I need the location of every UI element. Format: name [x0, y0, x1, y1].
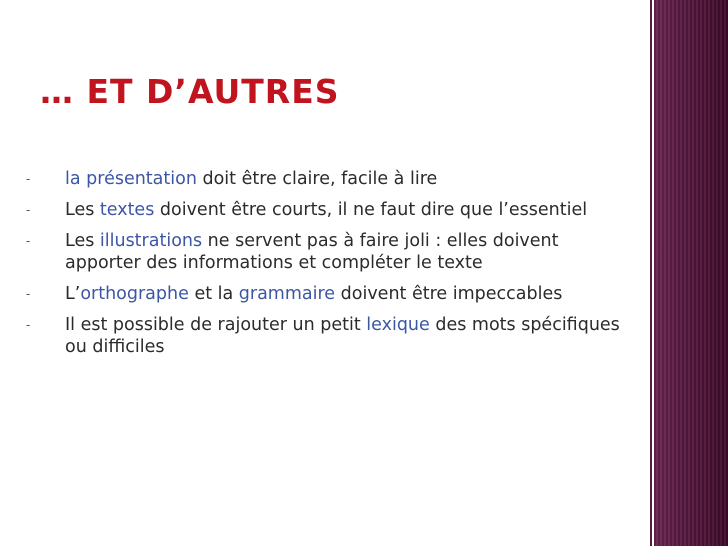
bullet-item: [26, 283, 626, 305]
bullet-keyword: la présentation: [65, 169, 197, 189]
bullet-keyword: orthographe: [80, 284, 189, 304]
bullet-keyword: lexique: [366, 315, 430, 335]
bullet-text: ne servent pas à faire joli : elles doivent apporter des informations et compléter le texte: [65, 231, 559, 273]
bullet-text: Les: [65, 231, 100, 251]
bullet-text: doivent être impeccables: [335, 284, 563, 304]
bullet-text: doit être claire, facile à lire: [196, 169, 438, 189]
bullet-text: L’: [65, 284, 81, 304]
bullet-marker: -: [26, 203, 31, 217]
bullet-item: [26, 199, 626, 221]
bullet-marker: -: [26, 287, 31, 301]
bullet-text: Il est possible de rajouter un petit: [65, 315, 367, 335]
bullet-item: [26, 230, 626, 274]
bullet-marker: -: [26, 172, 31, 186]
bullet-item: [26, 314, 626, 358]
bullet-keyword: grammaire: [238, 284, 336, 304]
bullet-list: [26, 168, 626, 367]
bullet-text: et la: [188, 284, 239, 304]
bullet-keyword: illustrations: [99, 231, 203, 251]
slide-title: … ET D’AUTRES: [40, 72, 340, 111]
bullet-text: Les: [65, 200, 100, 220]
decorative-stripes: [654, 0, 728, 546]
bullet-keyword: textes: [99, 200, 155, 220]
bullet-marker: -: [26, 318, 31, 332]
bullet-text: doivent être courts, il ne faut dire que l’essentiel: [154, 200, 588, 220]
bullet-text: des mots spécifiques ou difficiles: [65, 315, 620, 357]
bullet-marker: -: [26, 234, 31, 248]
bullet-item: [26, 168, 626, 190]
